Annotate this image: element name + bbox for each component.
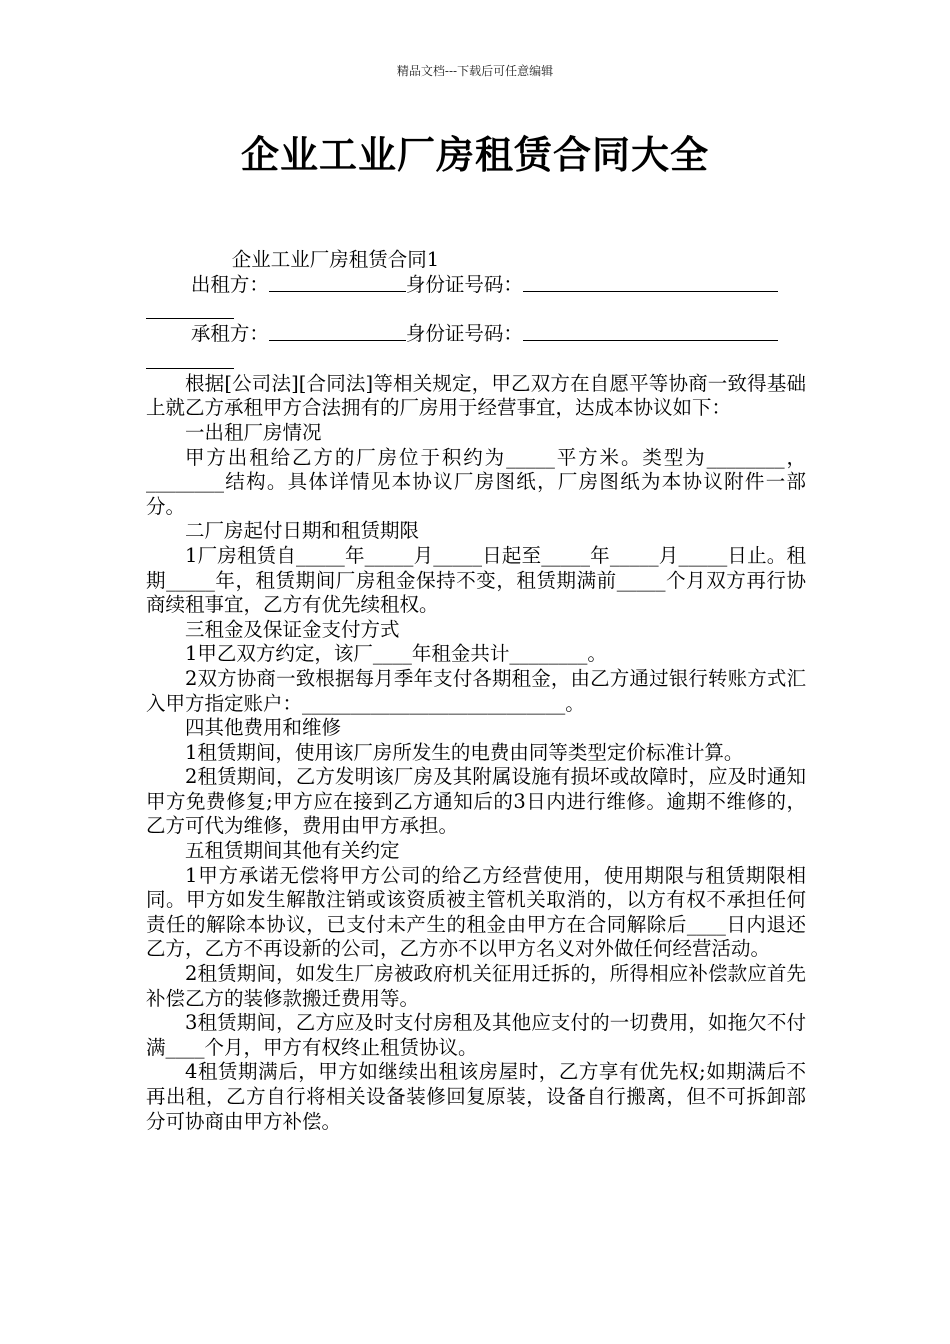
section-heading-5: 五租赁期间其他有关约定 bbox=[185, 839, 400, 863]
paragraph: 2租赁期间，乙方发明该厂房及其附属设施有损坏或故障时，应及时通知甲方免费修复;甲方应在接到乙方通知后的3日内进行维修。逾期不维修的，乙方可代为维修，费用由甲方承担。 bbox=[146, 765, 806, 838]
lessee-id-blank bbox=[523, 322, 778, 341]
section-heading-1: 一出租厂房情况 bbox=[185, 420, 322, 444]
lessor-name-blank bbox=[269, 273, 406, 292]
paragraph: 2租赁期间，如发生厂房被政府机关征用迁拆的，所得相应补偿款应首先补偿乙方的装修款搬迁费用等。 bbox=[146, 962, 806, 1010]
paragraph: 1租赁期间，使用该厂房所发生的电费由同等类型定价标准计算。 bbox=[185, 740, 744, 764]
section-heading-2: 二厂房起付日期和租赁期限 bbox=[185, 519, 420, 543]
paragraph: 1甲方承诺无偿将甲方公司的给乙方经营使用，使用期限与租赁期限相同。甲方如发生解散注销或该资质被主管机关取消的，以方有权不承担任何责任的解除本协议，已支付未产生的租金由甲方在合同解除后____日内退还乙方，乙方不再设新的公司，乙方亦不以甲方名义对外做任何经营活动。 bbox=[146, 863, 806, 961]
lessor-line bbox=[146, 273, 806, 298]
section-heading-4: 四其他费用和维修 bbox=[185, 716, 342, 740]
intro-paragraph: 根据[公司法][合同法]等相关规定，甲乙双方在自愿平等协商一致得基础上就乙方承租甲方合法拥有的厂房用于经营事宜，达成本协议如下： bbox=[146, 371, 806, 420]
paragraph: 3租赁期间，乙方应及时支付房租及其他应支付的一切费用，如拖欠不付满____个月，甲方有权终止租赁协议。 bbox=[146, 1011, 806, 1059]
lessor-label: 出租方： bbox=[190, 272, 269, 296]
paragraph: 4租赁期满后，甲方如继续出租该房屋时，乙方享有优先权;如期满后不再出租，乙方自行将相关设备装修回复原装，设备自行搬离，但不可拆卸部分可协商由甲方补偿。 bbox=[146, 1060, 806, 1133]
lessor-id-label: 身份证号码： bbox=[405, 272, 523, 296]
contract-subtitle: 企业工业厂房租赁合同1 bbox=[231, 248, 440, 271]
paragraph: 1甲乙双方约定，该厂____年租金共计________。 bbox=[185, 642, 607, 666]
paragraph: 1厂房租赁自_____年_____月_____日起至_____年_____月_____日止。租期_____年，租赁期间厂房租金保持不变，租赁期满前_____个月双方再行协商续租事宜，乙方有优先续租权。 bbox=[146, 543, 806, 617]
header-note: 精品文档---下载后可任意编辑 bbox=[396, 64, 554, 78]
lessor-id-blank bbox=[523, 273, 778, 292]
lessee-label: 承租方： bbox=[190, 322, 269, 346]
lessee-line bbox=[146, 322, 806, 347]
paragraph: 2双方协商一致根据每月季年支付各期租金，由乙方通过银行转账方式汇入甲方指定账户：___________________________。 bbox=[146, 666, 806, 715]
document-body bbox=[146, 248, 806, 1134]
lessor-id-blank-continued bbox=[146, 297, 234, 319]
paragraph: 甲方出租给乙方的厂房位于积约为_____平方米。类型为________，________结构。具体详情见本协议厂房图纸，厂房图纸为本协议附件一部分。 bbox=[146, 445, 806, 518]
lessee-name-blank bbox=[269, 322, 406, 341]
section-heading-3: 三租金及保证金支付方式 bbox=[185, 617, 400, 641]
document-title: 企业工业厂房租赁合同大全 bbox=[240, 133, 709, 177]
lessee-id-blank-continued bbox=[146, 347, 234, 369]
lessee-id-label: 身份证号码： bbox=[405, 322, 523, 346]
